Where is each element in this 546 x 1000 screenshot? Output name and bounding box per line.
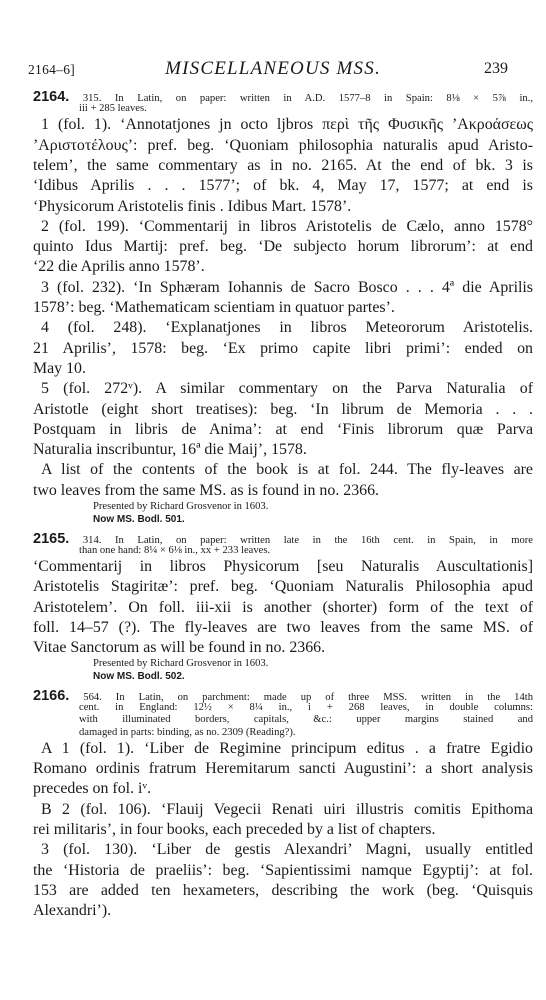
- text-line: quinto Idus Martij: pref. beg. ‘De subjecto horum librorum’: at end: [33, 238, 533, 256]
- text-line: ‘22 die Aprilis anno 1578’.: [33, 258, 205, 276]
- text-line: May 10.: [33, 359, 86, 377]
- page-title: MISCELLANEOUS MSS.: [165, 58, 381, 79]
- text-line: Aristotelis Stagiritæ’: pref. beg. ‘Quoniam Naturalis Philosophia apud: [33, 578, 533, 596]
- entry-description-line: 2164. 315. In Latin, on paper: written in A.D. 1577–8 in Spain: 8⅛ × 5⅞ in.,: [33, 89, 533, 105]
- text-line: 3 (fol. 232). ‘In Sphæram Iohannis de Sacro Bosco . . . 4ª die Aprilis: [41, 278, 533, 296]
- text-line: Postquam in libris de Anima’: at end ‘Finis librorum quæ Parva: [33, 420, 533, 438]
- entry-description-line: damaged in parts: binding, as no. 2309 (Reading?).: [79, 726, 296, 738]
- text-line: Aristotelem’. On foll. iii-xii is another (shorter) form of the text of: [33, 598, 533, 616]
- provenance-line: Presented by Richard Grosvenor in 1603.: [93, 501, 269, 513]
- text-line: ‘Physicorum Aristotelis finis . Idibus Mart. 1578’.: [33, 197, 352, 215]
- text-line: 153 are added ten hexameters, describing the work (beg. ‘Quisquis: [33, 881, 533, 899]
- text-line: 4 (fol. 248). ‘Explanatjones in libros Meteororum Aristotelis.: [41, 319, 533, 337]
- text-line: Vitae Sanctorum as will be found in no. 2366.: [33, 639, 326, 657]
- entry-number: 2165.: [33, 530, 70, 547]
- text-line: 3 (fol. 130). ‘Liber de gestis Alexandri’ Magni, usually entitled: [41, 841, 533, 859]
- text-line: 1578’: beg. ‘Mathematicam scientiam in quatuor partes’.: [33, 299, 395, 317]
- text-line: Romano ordinis fratrum Heremitarum sancti Augustini’: a short analysis: [33, 760, 533, 778]
- text-line: rei militaris’, in four books, each preceded by a list of chapters.: [33, 821, 436, 838]
- text-line: the ‘Historia de praeliis’: beg. ‘Sapientissimi namque Egyptij’: at fol.: [33, 861, 533, 879]
- catalogue-text: [33, 91, 533, 921]
- text-line: 5 (fol. 272ᵛ). A similar commentary on the Parva Naturalia of: [41, 380, 533, 398]
- text-line: Aristotle (eight short treatises): beg. ‘In librum de Memoria . . .: [33, 400, 533, 418]
- text-line: ‘Commentarij in libros Physicorum [seu Naturalis Auscultationis]: [33, 557, 533, 575]
- catalogue-entry: [33, 690, 533, 921]
- entry-description-line: 2166. 564. In Latin, on parchment: made up of three MSS. written in the 14th: [33, 688, 533, 705]
- text-line: precedes on fol. iᵛ.: [33, 780, 152, 798]
- entry-description-line: iii + 285 leaves.: [79, 103, 147, 115]
- entry-description-line: 2165. 314. In Latin, on paper: written late in the 16th cent. in Spain, in more: [33, 530, 533, 547]
- catalogue-entry: [33, 530, 533, 684]
- text-line: ‘Idibus Aprilis . . . 1577’; of bk. 4, May 17, 1577; at end is: [33, 177, 533, 195]
- text-line: two leaves from the same MS. as is found in no. 2366.: [33, 481, 380, 499]
- text-line: Alexandri’).: [33, 902, 112, 920]
- text-line: A 1 (fol. 1). ‘Liber de Regimine principum editus . a fratre Egidio: [41, 739, 533, 757]
- shelfmark-line: Now MS. Bodl. 501.: [93, 513, 185, 525]
- text-line: B 2 (fol. 106). ‘Flauij Vegecii Renati uiri illustris comitis Epithoma: [41, 800, 533, 818]
- entry-range: 2164–6]: [28, 62, 76, 77]
- running-header: [0, 58, 546, 82]
- text-line: ’Αριστοτέλους’: pref. beg. ‘Quoniam philosophia naturalis apud Aristo-: [33, 136, 533, 154]
- text-line: telem’, the same commentary as in no. 2165. At the end of bk. 3 is: [33, 156, 533, 174]
- entry-number: 2164.: [33, 89, 70, 105]
- entry-description-line: than one hand: 8¼ × 6⅛ in., xx + 233 leaves.: [79, 544, 271, 556]
- text-line: 1 (fol. 1). ‘Annotatjones jn octo ljbros περὶ τῆς Φυσικῆς ’Ακροάσεως: [41, 116, 533, 134]
- text-line: Naturalia inscribuntur, 16ª die Maij’, 1578.: [33, 441, 307, 459]
- provenance-line: Presented by Richard Grosvenor in 1603.: [93, 658, 269, 670]
- text-line: foll. 14–57 (?). The fly-leaves are two leaves from the same MS. of: [33, 618, 533, 636]
- entry-description-line: with illuminated borders, capitals, &c.: upper margins stained and: [79, 714, 533, 726]
- catalogue-entry: [33, 91, 533, 527]
- page-number: 239: [484, 60, 508, 77]
- text-line: 2 (fol. 199). ‘Commentarij in libros Aristotelis de Cælo, anno 1578°: [41, 217, 533, 235]
- entry-description-line: cent. in England: 12½ × 8¼ in., i + 268 leaves, in double columns:: [79, 702, 533, 714]
- entry-number: 2166.: [33, 688, 70, 705]
- text-line: A list of the contents of the book is at fol. 244. The fly-leaves are: [41, 461, 533, 479]
- text-line: 21 Aprilis’, 1578: beg. ‘Ex primo capite libri primi’: ended on: [33, 339, 533, 357]
- shelfmark-line: Now MS. Bodl. 502.: [93, 671, 185, 683]
